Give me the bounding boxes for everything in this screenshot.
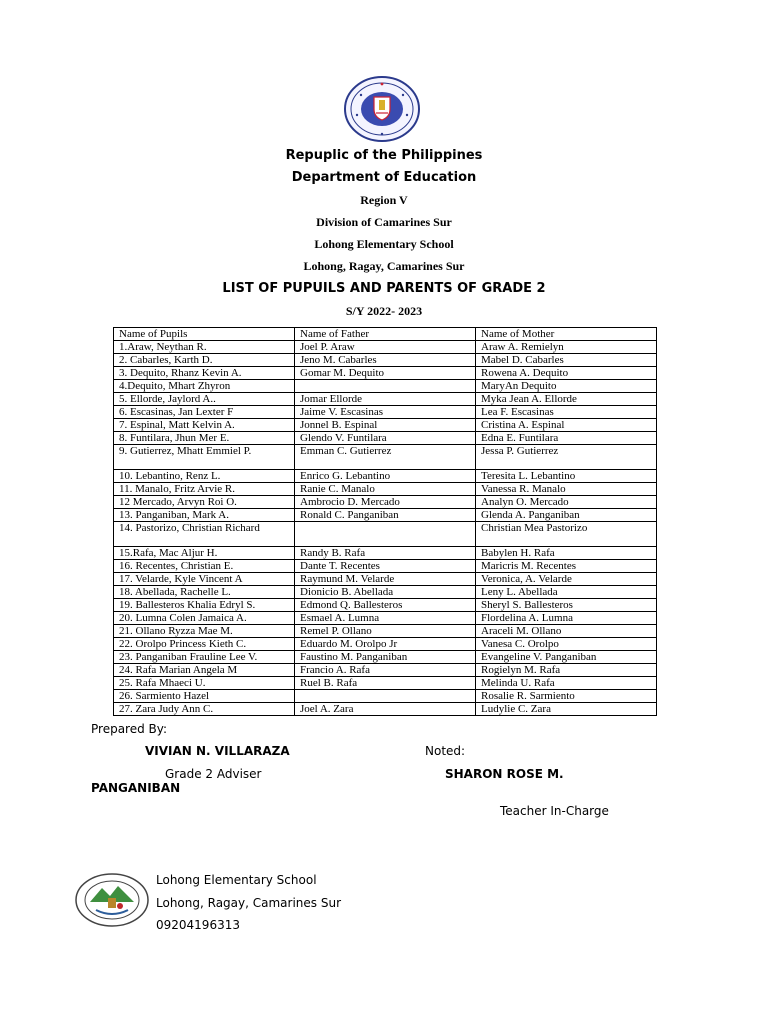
table-row [114, 432, 657, 445]
school-head-surname: PANGANIBAN [91, 781, 181, 795]
address-heading: Lohong, Ragay, Camarines Sur [303, 259, 465, 273]
pupil-name-cell: 25. Rafa Mhaeci U. [114, 677, 295, 690]
mother-name-cell: Vanesa C. Orolpo [476, 638, 657, 651]
father-name-cell [295, 690, 476, 703]
mother-name-cell: Christian Mea Pastorizo [476, 522, 657, 547]
table-row [114, 690, 657, 703]
father-name-cell: Glendo V. Funtilara [295, 432, 476, 445]
school-heading: Lohong Elementary School [314, 237, 454, 251]
pupil-name-cell: 8. Funtilara, Jhun Mer E. [114, 432, 295, 445]
father-name-cell [295, 380, 476, 393]
father-name-cell: Gomar M. Dequito [295, 367, 476, 380]
pupil-name-cell: 15.Rafa, Mac Aljur H. [114, 547, 295, 560]
father-name-cell: Eduardo M. Orolpo Jr [295, 638, 476, 651]
pupil-name-cell: 21. Ollano Ryzza Mae M. [114, 625, 295, 638]
school-logo [74, 872, 150, 928]
table-row [114, 380, 657, 393]
pupil-name-cell: 20. Lumna Colen Jamaica A. [114, 612, 295, 625]
pupil-name-cell: 1.Araw, Neythan R. [114, 341, 295, 354]
noted-label: Noted: [425, 744, 466, 758]
column-header-father: Name of Father [295, 328, 476, 341]
footer-address: Lohong, Ragay, Camarines Sur [156, 896, 341, 910]
mother-name-cell: Mabel D. Cabarles [476, 354, 657, 367]
table-body [114, 341, 657, 716]
mother-name-cell: Rogielyn M. Rafa [476, 664, 657, 677]
mother-name-cell: Veronica, A. Velarde [476, 573, 657, 586]
column-header-pupils: Name of Pupils [114, 328, 295, 341]
adviser-name: VIVIAN N. VILLARAZA [145, 744, 290, 758]
pupil-name-cell: 24. Rafa Marian Angela M [114, 664, 295, 677]
father-name-cell: Ranie C. Manalo [295, 483, 476, 496]
pupil-name-cell: 26. Sarmiento Hazel [114, 690, 295, 703]
mother-name-cell: Rosalie R. Sarmiento [476, 690, 657, 703]
mother-name-cell: Araw A. Remielyn [476, 341, 657, 354]
pupil-name-cell: 19. Ballesteros Khalia Edryl S. [114, 599, 295, 612]
column-header-mother: Name of Mother [476, 328, 657, 341]
pupil-name-cell: 23. Panganiban Frauline Lee V. [114, 651, 295, 664]
father-name-cell: Ambrocio D. Mercado [295, 496, 476, 509]
table-row [114, 496, 657, 509]
prepared-by-label: Prepared By: [91, 722, 168, 736]
father-name-cell [295, 522, 476, 547]
table-row [114, 509, 657, 522]
father-name-cell: Esmael A. Lumna [295, 612, 476, 625]
table-row [114, 560, 657, 573]
father-name-cell: Faustino M. Panganiban [295, 651, 476, 664]
mother-name-cell: Flordelina A. Lumna [476, 612, 657, 625]
table-row [114, 547, 657, 560]
father-name-cell: Ruel B. Rafa [295, 677, 476, 690]
father-name-cell: Emman C. Gutierrez [295, 445, 476, 470]
father-name-cell: Jeno M. Cabarles [295, 354, 476, 367]
mother-name-cell: Analyn O. Mercado [476, 496, 657, 509]
pupil-name-cell: 11. Manalo, Fritz Arvie R. [114, 483, 295, 496]
table-row [114, 406, 657, 419]
table-row [114, 586, 657, 599]
pupil-name-cell: 3. Dequito, Rhanz Kevin A. [114, 367, 295, 380]
father-name-cell: Ronald C. Panganiban [295, 509, 476, 522]
school-year: S/Y 2022- 2023 [345, 304, 423, 318]
mother-name-cell: Melinda U. Rafa [476, 677, 657, 690]
mother-name-cell: MaryAn Dequito [476, 380, 657, 393]
division-heading: Division of Camarines Sur [316, 215, 452, 229]
father-name-cell: Jaime V. Escasinas [295, 406, 476, 419]
father-name-cell: Jonnel B. Espinal [295, 419, 476, 432]
table-row [114, 703, 657, 716]
table-row [114, 599, 657, 612]
school-head-name: SHARON ROSE M. [445, 767, 564, 781]
pupil-name-cell: 13. Panganiban, Mark A. [114, 509, 295, 522]
pupil-name-cell: 22. Orolpo Princess Kieth C. [114, 638, 295, 651]
pupil-name-cell: 9. Gutierrez, Mhatt Emmiel P. [114, 445, 295, 470]
table-row [114, 612, 657, 625]
mother-name-cell: Araceli M. Ollano [476, 625, 657, 638]
father-name-cell: Jomar Ellorde [295, 393, 476, 406]
pupil-name-cell: 5. Ellorde, Jaylord A.. [114, 393, 295, 406]
pupil-name-cell: 2. Cabarles, Karth D. [114, 354, 295, 367]
pupil-name-cell: 17. Velarde, Kyle Vincent A [114, 573, 295, 586]
document-title: LIST OF PUPUILS AND PARENTS OF GRADE 2 [222, 281, 546, 296]
father-name-cell: Francio A. Rafa [295, 664, 476, 677]
table-row [114, 651, 657, 664]
father-name-cell: Remel P. Ollano [295, 625, 476, 638]
father-name-cell: Edmond Q. Ballesteros [295, 599, 476, 612]
table-row [114, 625, 657, 638]
pupils-parents-table [113, 327, 657, 716]
father-name-cell: Enrico G. Lebantino [295, 470, 476, 483]
region-heading: Region V [360, 193, 408, 207]
father-name-cell: Dionicio B. Abellada [295, 586, 476, 599]
father-name-cell: Joel A. Zara [295, 703, 476, 716]
table-row [114, 522, 657, 547]
table-row [114, 573, 657, 586]
footer-phone: 09204196313 [156, 918, 240, 932]
mother-name-cell: Evangeline V. Panganiban [476, 651, 657, 664]
mother-name-cell: Edna E. Funtilara [476, 432, 657, 445]
mother-name-cell: Maricris M. Recentes [476, 560, 657, 573]
adviser-title: Grade 2 Adviser [165, 767, 262, 781]
pupil-name-cell: 10. Lebantino, Renz L. [114, 470, 295, 483]
mother-name-cell: Leny L. Abellada [476, 586, 657, 599]
pupil-name-cell: 27. Zara Judy Ann C. [114, 703, 295, 716]
pupil-name-cell: 7. Espinal, Matt Kelvin A. [114, 419, 295, 432]
father-name-cell: Raymund M. Velarde [295, 573, 476, 586]
table-row [114, 677, 657, 690]
father-name-cell: Dante T. Recentes [295, 560, 476, 573]
table-row [114, 367, 657, 380]
republic-heading: Repuplic of the Philippines [285, 148, 483, 163]
mother-name-cell: Vanessa R. Manalo [476, 483, 657, 496]
mother-name-cell: Babylen H. Rafa [476, 547, 657, 560]
mother-name-cell: Sheryl S. Ballesteros [476, 599, 657, 612]
deped-seal-logo [343, 75, 421, 143]
table-row [114, 445, 657, 470]
department-heading: Department of Education [291, 170, 477, 185]
pupil-name-cell: 14. Pastorizo, Christian Richard [114, 522, 295, 547]
mother-name-cell: Ludylie C. Zara [476, 703, 657, 716]
school-head-title: Teacher In-Charge [500, 804, 609, 818]
mother-name-cell: Teresita L. Lebantino [476, 470, 657, 483]
table-row [114, 354, 657, 367]
footer-school-name: Lohong Elementary School [156, 873, 317, 887]
mother-name-cell: Cristina A. Espinal [476, 419, 657, 432]
mother-name-cell: Rowena A. Dequito [476, 367, 657, 380]
father-name-cell: Joel P. Araw [295, 341, 476, 354]
table-row [114, 664, 657, 677]
pupil-name-cell: 4.Dequito, Mhart Zhyron [114, 380, 295, 393]
mother-name-cell: Myka Jean A. Ellorde [476, 393, 657, 406]
table-row [114, 419, 657, 432]
father-name-cell: Randy B. Rafa [295, 547, 476, 560]
table-row [114, 393, 657, 406]
table-row [114, 483, 657, 496]
mother-name-cell: Jessa P. Gutierrez [476, 445, 657, 470]
pupil-name-cell: 18. Abellada, Rachelle L. [114, 586, 295, 599]
table-row [114, 638, 657, 651]
table-header-row [114, 328, 657, 341]
table-row [114, 470, 657, 483]
pupil-name-cell: 12 Mercado, Arvyn Roi O. [114, 496, 295, 509]
mother-name-cell: Lea F. Escasinas [476, 406, 657, 419]
pupil-name-cell: 6. Escasinas, Jan Lexter F [114, 406, 295, 419]
table-row [114, 341, 657, 354]
mother-name-cell: Glenda A. Panganiban [476, 509, 657, 522]
pupil-name-cell: 16. Recentes, Christian E. [114, 560, 295, 573]
